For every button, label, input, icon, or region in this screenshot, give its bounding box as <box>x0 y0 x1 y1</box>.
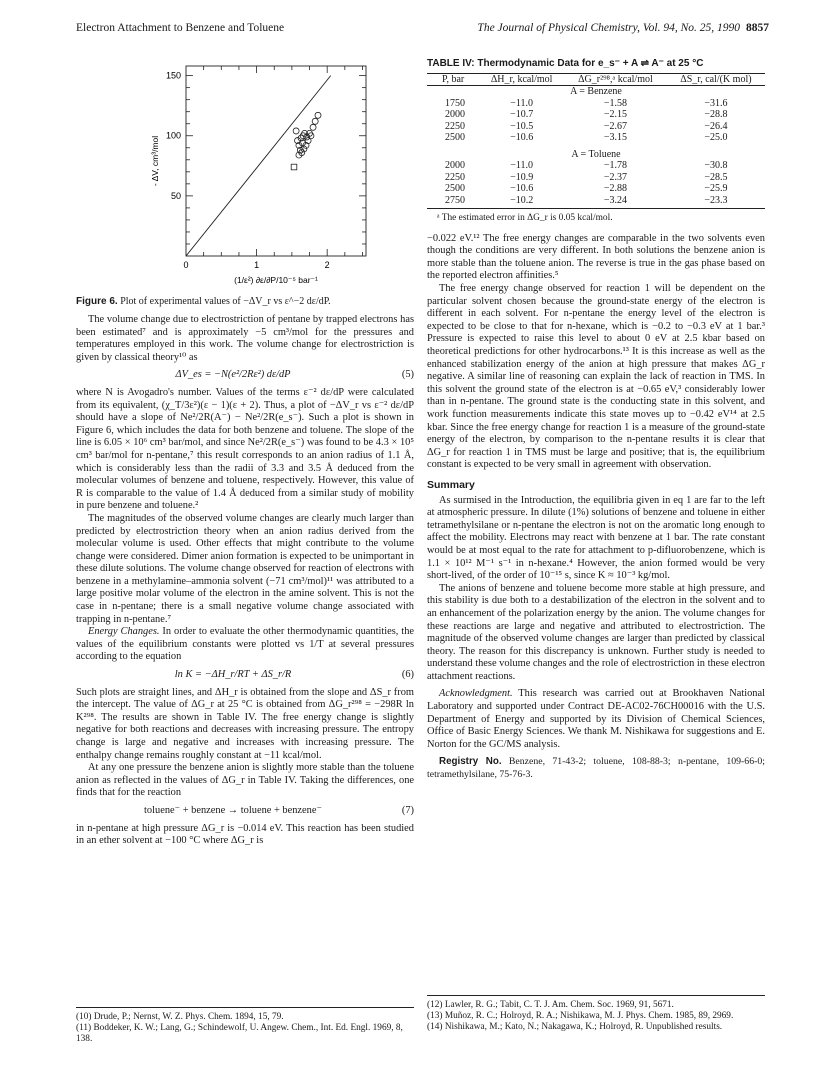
table-group-row <box>427 149 765 161</box>
reference-item: (14) Nishikawa, M.; Kato, N.; Nakagawa, K.; Holroyd, R. Unpublished results. <box>427 1021 723 1032</box>
x-tick-label: 2 <box>324 260 330 270</box>
figure-caption-label: Figure 6. <box>76 296 118 307</box>
table-cell: −11.0 <box>510 160 534 172</box>
equation-5-body: ΔV_es = −N(e²/2Rε²) dε/dP <box>175 369 291 381</box>
table-cell: −11.0 <box>510 97 534 109</box>
left-column <box>76 58 414 848</box>
table-header-cell: ΔH_r, kcal/mol <box>479 73 564 86</box>
acknowledgment-text: This research was carried out at Brookhaven National Laboratory and supported under Contract DE-AC02-76CH00016 with the U.S. Department of Energy and supported by its Division of Chemical Sciences, Office of Basic Energy Sciences. We thank M. Nishikawa for suggestions and E. Norton for the GC/MS analysis. <box>427 688 765 750</box>
table-cell: −26.4 <box>704 120 728 132</box>
registry-text: Benzene, 71-43-2; toluene, 108-88-3; n-pentane, 109-66-0; tetramethylsilane, 75-76-3. <box>427 756 765 781</box>
table-cell: 2500 <box>445 132 465 144</box>
table-cell: −10.6 <box>510 132 534 144</box>
table-group-label: A = Toluene <box>571 148 621 160</box>
equation-6-body: ln K = −ΔH_r/RT + ΔS_r/R <box>174 669 292 681</box>
table-cell: −31.6 <box>704 97 728 109</box>
table-row <box>427 195 765 209</box>
equation-7-number: (7) <box>401 804 414 816</box>
table-cell: 2000 <box>445 109 465 121</box>
table-cell: −30.8 <box>704 160 728 172</box>
table-row <box>427 98 765 110</box>
data-point-circle <box>293 128 299 134</box>
table-cell: −10.5 <box>510 120 534 132</box>
table-cell: −25.0 <box>704 132 728 144</box>
table-cell: −3.15 <box>603 132 628 144</box>
table-cell: −2.88 <box>603 183 628 195</box>
table-header-cell: P, bar <box>427 73 479 86</box>
paragraph: −0.022 eV.¹² The free energy changes are comparable in the two solvents even though the conditions are very different. In both solutions the benzene anion is more stable than the toluene anion. The reverse is true in the gas phase based on the reported electron affinities.⁵ <box>427 232 765 282</box>
acknowledgment <box>427 688 765 751</box>
table-cell: −2.37 <box>603 171 628 183</box>
table-header-row <box>427 73 765 86</box>
table-cell: −2.67 <box>603 120 628 132</box>
table-row <box>427 132 765 144</box>
table-cell: −25.9 <box>704 183 728 195</box>
table-group-row <box>427 86 765 98</box>
paragraph-energy-changes <box>76 626 414 664</box>
table-cell: −3.24 <box>564 195 667 209</box>
paragraph: where N is Avogadro's number. Values of the terms ε⁻² dε/dP were calculated from its equivalent, (χ_T/3ε²)(ε − 1)(ε + 2). Thus, a plot of −ΔV_r vs ε⁻² dε/dP should have a slope of Ne²/2R(A⁻) − Ne²/2R(e_s⁻). Such a plot is shown in Figure 6, which includes the data for both benzene and toluene. The slope of the line is 6.05 × 10⁶ cm³ bar/mol, and since Ne²/2R(e_s⁻) was found to be 4.3 × 10⁵ cm³ bar/mol for n-pentane,⁷ this result corresponds to an anion radius of 1.1 Å, which is considerably less than the radii of 3.3 and 3.5 Å deduced from the molecular volumes of benzene and toluene, respectively. However, this value of R is comparable to the value of 1.4 Å deduced from a similar study of mobility in pure benzene and toluene.² <box>76 386 414 512</box>
x-tick-label: 0 <box>183 260 189 270</box>
table-group-label: A = Benzene <box>570 86 622 98</box>
paragraph-text: In order to evaluate the other thermodynamic quantities, the values of the equilibrium constants were plotted vs 1/T at several pressures according to the equation <box>76 626 414 663</box>
run-in-heading: Energy Changes. <box>88 626 160 638</box>
paragraph: As surmised in the Introduction, the equilibria given in eq 1 are far to the left at atmospheric pressure. In dilute (1%) solutions of benzene and toluene in either tetramethylsilane or n-pentane the electron is not on the aromatic long enough to affect the mobility. Electrons may react with benzene at 1 bar. The rate constant would be at most equal to the rate for attachment to p-difluorobenzene, which is 1.1 × 10¹² M⁻¹ s⁻¹ in n-hexane.⁴ However, the anion formed would be very short-lived, of the order of 10⁻¹⁵ s, since K ≈ 10⁻³ kg/mol. <box>427 494 765 582</box>
data-point-circle <box>310 124 316 130</box>
table-header-cell: ΔG_r²⁹⁸,ᵃ kcal/mol <box>564 73 667 86</box>
equation-7-body: toluene⁻ + benzene → toluene + benzene⁻ <box>144 804 322 816</box>
table-row <box>427 160 765 172</box>
page-number: 8857 <box>746 22 769 34</box>
table-cell: −1.78 <box>603 160 628 172</box>
registry-label: Registry No. <box>439 756 502 768</box>
table-cell: 2750 <box>427 195 479 209</box>
x-axis-label: (1/ε²) ∂ε/∂P/10⁻⁵ bar⁻¹ <box>234 275 318 285</box>
table-cell: 2500 <box>445 183 465 195</box>
table-cell: −10.6 <box>510 183 534 195</box>
paragraph: Such plots are straight lines, and ΔH_r is obtained from the slope and ΔS_r from the intercept. The value of ΔG_r at 25 °C is obtained from ΔG_r²⁹⁸ = −298R ln K²⁹⁸. The results are shown in Table IV. The free energy change is slightly negative for both reactions and decreases with increasing pressure. The entropy change is large and negative and increases with increasing pressure. The enthalpy change remains roughly constant at −11 kcal/mol. <box>76 686 414 761</box>
equation-6 <box>76 669 414 682</box>
table-cell: −10.7 <box>510 109 534 121</box>
acknowledgment-label: Acknowledgment. <box>439 688 513 700</box>
table-iv <box>427 73 765 210</box>
paragraph: At any one pressure the benzene anion is slightly more stable than the toluene anion as reflected in the values of ΔG_r in Table IV. Taking the differences, one finds that for the reaction <box>76 762 414 799</box>
paragraph: The anions of benzene and toluene become more stable at high pressure, and this stability is due both to a destabilization of the electron in the solvent and to an enhancement of the polarization energy by the anion. The volume changes for these reactions are large and negative and attributed to electrostriction. The magnitude of the observed volume changes are larger than predicted by classical theory. The reason for this discrepancy is unknown. Further study is needed to understand these volume changes and the role of electrostriction in these electron attachment reactions. <box>427 582 765 682</box>
right-column <box>427 58 765 782</box>
figure-6-chart <box>76 58 414 294</box>
table-cell: 2000 <box>445 160 465 172</box>
paragraph: The free energy change observed for reaction 1 will be dependent on the particular solvent chosen because the ground-state energy of the electron is different in each solvent. For n-pentane the energy level of the electron is expected to be close to that for n-hexane, which is −0.2 to −0.3 eV at 1 bar.³ Pressure is expected to raise this level to about 0 eV at 2.5 kbar based on theoretical predictions for other hydrocarbons.¹³ It is this increase as well as the enhanced stabilization energy of the anion at high pressure that makes ΔG_r negative. A similar line of reasoning can explain the lack of reaction in TMS. In this solvent the ground state of the electron is at −0.65 eV,³ considerably lower than in n-pentane. The ground state is the conducting state in this solvent, and work function measurements indicate this state moves up to −0.42 eV¹⁴ at 2.5 kbar. Since the free energy change for reaction 1 is a measure of the ground-state energy of the electron, by comparison to the n-pentane results it is clear that ΔG_r for reaction 1 in TMS must be large and positive; that is, the equilibrium constant is expected to be very small in agreement with observation. <box>427 283 765 471</box>
table-row <box>427 109 765 121</box>
table-cell: −28.5 <box>704 171 728 183</box>
table-cell: −1.58 <box>603 97 628 109</box>
figure-caption <box>76 296 414 308</box>
y-axis-label: - ΔV, cm³/mol <box>150 135 160 187</box>
footnote-references-right <box>427 995 765 1032</box>
figure-6 <box>76 58 414 294</box>
table-cell: −28.8 <box>704 109 728 121</box>
fit-line <box>186 76 331 256</box>
y-tick-label: 50 <box>170 190 181 201</box>
running-header-journal <box>477 22 769 34</box>
registry-numbers <box>427 756 765 781</box>
table-row <box>427 183 765 195</box>
table-footnote: ᵃ The estimated error in ΔG_r is 0.05 kcal/mol. <box>437 213 613 224</box>
table-cell: 2250 <box>445 120 465 132</box>
table-row <box>427 172 765 184</box>
y-tick-label: 150 <box>165 70 181 81</box>
figure-caption-text: Plot of experimental values of −ΔV_r vs ε^−2 dε/dP. <box>120 296 331 307</box>
data-point-circle <box>315 112 321 118</box>
table-cell: −23.3 <box>667 195 765 209</box>
footnote-references-left <box>76 1007 414 1044</box>
equation-6-number: (6) <box>401 669 414 681</box>
table-title: TABLE IV: Thermodynamic Data for e_s⁻ + A ⇌ A⁻ at 25 °C <box>427 58 704 69</box>
equation-5-number: (5) <box>401 369 414 381</box>
table-cell: −2.15 <box>603 109 628 121</box>
table-cell: 2250 <box>445 171 465 183</box>
table-cell: 1750 <box>445 97 465 109</box>
table-cell: −10.2 <box>479 195 564 209</box>
reference-item: (13) Muñoz, R. C.; Holroyd, R. A.; Nishikawa, M. J. Phys. Chem. 1985, 89, 2969. <box>427 1010 734 1021</box>
running-header-title: Electron Attachment to Benzene and Toluene <box>76 22 285 34</box>
table-cell: −10.9 <box>510 171 534 183</box>
reference-item: (12) Lawler, R. G.; Tabit, C. T. J. Am. Chem. Soc. 1969, 91, 5671. <box>427 1000 674 1010</box>
table-row <box>427 121 765 133</box>
paragraph: The volume change due to electrostriction of pentane by trapped electrons has been estimated⁷ and is approximately −5 cm³/mol for the pressures and temperatures employed in this work. The volume change for electrostriction is given by classical theory¹⁰ as <box>76 314 414 363</box>
data-point-circle <box>312 118 318 124</box>
equation-5 <box>76 369 414 382</box>
section-heading-summary: Summary <box>427 478 475 491</box>
data-point-circle <box>301 146 307 152</box>
paragraph: The magnitudes of the observed volume changes are clearly much larger than predicted by electrostriction theory when an anion radius derived from the molecular volume is used. Other effects that might contribute to the volume change were considered. Dimer anion formation is expected to be unimportant in these dilute solutions. The volume change observed for reaction of electrons with benzene in a methylamine–ammonia solvent (−71 cm³/mol)¹¹ was attributed to a large positive molar volume of the electron in the amine solvent. This is not the case in n-pentane; there is a small negative volume change associated with trapping in n-pentane.⁷ <box>76 512 414 625</box>
journal-citation: The Journal of Physical Chemistry, Vol. 94, No. 25, 1990 <box>477 22 740 34</box>
paragraph: in n-pentane at high pressure ΔG_r is −0.014 eV. This reaction has been studied in an ether solvent at −100 °C where ΔG_r is <box>76 822 414 847</box>
y-tick-label: 100 <box>165 130 181 141</box>
table-header-cell: ΔS_r, cal/(K mol) <box>667 73 765 86</box>
x-tick-label: 1 <box>254 260 260 270</box>
reference-item: (11) Boddeker, K. W.; Lang, G.; Schindewolf, U. Angew. Chem., Int. Ed. Engl. 1969, 8, 138. <box>76 1022 403 1044</box>
equation-7 <box>76 805 414 818</box>
data-point-square <box>291 164 297 170</box>
reference-item: (10) Drude, P.; Nernst, W. Z. Phys. Chem. 1894, 15, 79. <box>76 1012 284 1022</box>
plot-frame <box>186 66 366 256</box>
